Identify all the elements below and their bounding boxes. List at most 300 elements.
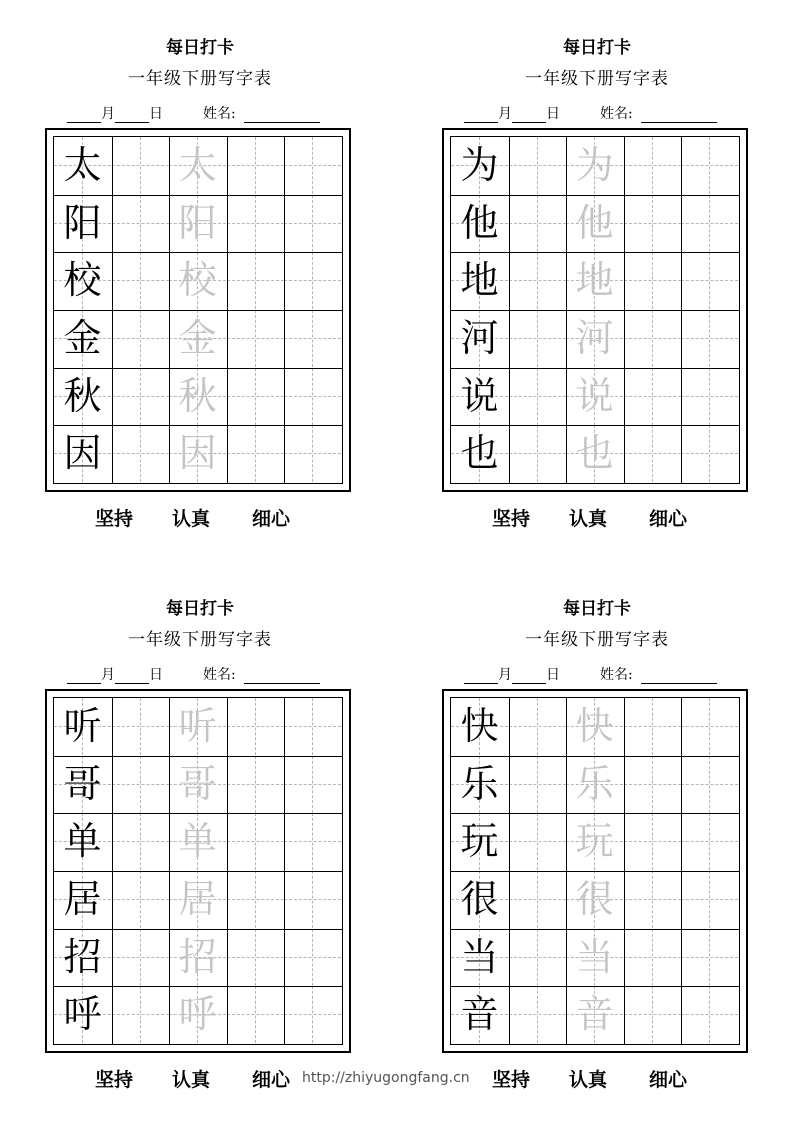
- grid-row: [451, 137, 739, 194]
- model-char-cell: [54, 368, 111, 425]
- writing-cell[interactable]: [509, 425, 566, 482]
- guide-line-horizontal: [112, 784, 169, 785]
- guide-line-horizontal: [681, 396, 738, 397]
- model-char-cell: [54, 813, 111, 870]
- day-blank[interactable]: [115, 669, 149, 684]
- grid-row: [54, 986, 342, 1043]
- model-char: 哥: [63, 761, 102, 806]
- writing-cell[interactable]: [112, 425, 169, 482]
- grid-row: [451, 871, 739, 928]
- trace-char-cell[interactable]: [566, 813, 623, 870]
- name-blank[interactable]: [244, 669, 320, 684]
- guide-line-horizontal: [624, 841, 681, 842]
- writing-cell[interactable]: [624, 368, 681, 425]
- card-subtitle: 一年级下册写字表: [525, 69, 669, 89]
- writing-cell[interactable]: [284, 425, 341, 482]
- guide-line-horizontal: [509, 338, 566, 339]
- model-char: 单: [63, 819, 102, 864]
- month-blank[interactable]: [67, 108, 101, 123]
- trace-char-cell[interactable]: [566, 368, 623, 425]
- model-char: 阳: [63, 200, 102, 245]
- guide-line-horizontal: [624, 1014, 681, 1015]
- writing-cell[interactable]: [681, 929, 738, 986]
- trace-char: 金: [178, 316, 217, 360]
- writing-cell[interactable]: [681, 310, 738, 367]
- writing-cell[interactable]: [509, 195, 566, 252]
- model-char-cell: [54, 310, 111, 367]
- trace-char-cell[interactable]: [169, 425, 226, 482]
- writing-cell[interactable]: [509, 756, 566, 813]
- guide-line-horizontal: [284, 338, 341, 339]
- guide-line-horizontal: [681, 338, 738, 339]
- guide-line-horizontal: [624, 726, 681, 727]
- model-char-cell: [54, 195, 111, 252]
- writing-cell[interactable]: [112, 310, 169, 367]
- day-blank[interactable]: [512, 108, 546, 123]
- writing-cell[interactable]: [284, 137, 341, 194]
- grid-row: [451, 368, 739, 425]
- writing-cell[interactable]: [509, 929, 566, 986]
- grid-line-horizontal: [54, 368, 342, 369]
- trace-char-cell[interactable]: [566, 310, 623, 367]
- model-char-cell: [451, 425, 508, 482]
- trace-char-cell[interactable]: [566, 929, 623, 986]
- writing-cell[interactable]: [227, 368, 284, 425]
- month-label: 月: [498, 667, 512, 683]
- guide-line-horizontal: [112, 338, 169, 339]
- date-name-line: [67, 664, 320, 684]
- model-char: 很: [460, 877, 499, 921]
- guide-line-horizontal: [509, 726, 566, 727]
- model-char-cell: [54, 756, 111, 813]
- guide-line-horizontal: [284, 899, 341, 900]
- guide-line-horizontal: [284, 280, 341, 281]
- writing-cell[interactable]: [112, 368, 169, 425]
- day-label: 日: [149, 667, 163, 683]
- writing-cell[interactable]: [227, 986, 284, 1043]
- grid-row: [54, 195, 342, 252]
- grid-row: [451, 252, 739, 309]
- guide-line-horizontal: [112, 899, 169, 900]
- trace-char-cell[interactable]: [169, 813, 226, 870]
- guide-line-horizontal: [509, 396, 566, 397]
- guide-line-horizontal: [227, 784, 284, 785]
- name-label: 姓名:: [600, 667, 633, 683]
- writing-cell[interactable]: [112, 813, 169, 870]
- date-name-line: [464, 103, 717, 123]
- card-subtitle: 一年级下册写字表: [525, 630, 669, 650]
- trace-char: 阳: [178, 200, 217, 245]
- writing-cell[interactable]: [681, 756, 738, 813]
- model-char: 居: [63, 877, 102, 921]
- writing-cell[interactable]: [624, 813, 681, 870]
- writing-cell[interactable]: [227, 252, 284, 309]
- guide-line-horizontal: [624, 280, 681, 281]
- grid-line-horizontal: [54, 871, 342, 872]
- writing-cell[interactable]: [284, 871, 341, 928]
- trace-char-cell[interactable]: [169, 310, 226, 367]
- guide-line-horizontal: [284, 223, 341, 224]
- writing-cell[interactable]: [509, 871, 566, 928]
- writing-cell[interactable]: [509, 368, 566, 425]
- month-label: 月: [101, 667, 115, 683]
- writing-cell[interactable]: [227, 425, 284, 482]
- writing-cell[interactable]: [227, 195, 284, 252]
- grid-line-horizontal: [451, 310, 739, 311]
- writing-cell[interactable]: [624, 425, 681, 482]
- motto-word: 细心: [649, 1069, 688, 1091]
- guide-line-horizontal: [509, 165, 566, 166]
- writing-cell[interactable]: [112, 871, 169, 928]
- writing-cell[interactable]: [624, 929, 681, 986]
- writing-cell[interactable]: [227, 929, 284, 986]
- practice-grid: [53, 697, 343, 1045]
- model-char: 也: [460, 431, 499, 476]
- grid-row: [451, 813, 739, 870]
- trace-char: 地: [575, 258, 614, 303]
- grid-row: [451, 698, 739, 755]
- writing-cell[interactable]: [112, 137, 169, 194]
- trace-char: 很: [575, 877, 614, 921]
- trace-char-cell[interactable]: [169, 252, 226, 309]
- month-blank[interactable]: [464, 108, 498, 123]
- model-char-cell: [451, 929, 508, 986]
- name-label: 姓名:: [203, 667, 236, 683]
- model-char: 呼: [63, 992, 102, 1037]
- grid-line-horizontal: [451, 756, 739, 757]
- writing-cell[interactable]: [681, 813, 738, 870]
- guide-line-horizontal: [112, 841, 169, 842]
- motto-word: 细心: [252, 508, 291, 530]
- practice-grid-frame: [45, 128, 351, 492]
- practice-grid-frame: [45, 689, 351, 1053]
- writing-cell[interactable]: [227, 698, 284, 755]
- writing-cell[interactable]: [284, 698, 341, 755]
- card-title: 每日打卡: [166, 599, 234, 619]
- guide-line-horizontal: [284, 396, 341, 397]
- writing-cell[interactable]: [509, 698, 566, 755]
- guide-line-horizontal: [509, 223, 566, 224]
- grid-row: [54, 137, 342, 194]
- trace-char: 单: [178, 819, 217, 864]
- trace-char: 哥: [178, 761, 217, 806]
- motto-word: 坚持: [95, 1069, 134, 1091]
- model-char: 他: [460, 200, 499, 245]
- writing-cell[interactable]: [681, 195, 738, 252]
- name-blank[interactable]: [244, 108, 320, 123]
- writing-cell[interactable]: [227, 813, 284, 870]
- model-char-cell: [54, 252, 111, 309]
- model-char: 听: [63, 704, 102, 748]
- writing-cell[interactable]: [509, 310, 566, 367]
- writing-cell[interactable]: [284, 929, 341, 986]
- grid-line-horizontal: [451, 368, 739, 369]
- writing-cell[interactable]: [284, 310, 341, 367]
- grid-row: [54, 368, 342, 425]
- writing-cell[interactable]: [227, 756, 284, 813]
- guide-line-horizontal: [227, 899, 284, 900]
- trace-char: 他: [575, 200, 614, 245]
- day-label: 日: [546, 106, 560, 122]
- grid-row: [54, 813, 342, 870]
- model-char: 音: [460, 992, 499, 1037]
- guide-line-horizontal: [112, 165, 169, 166]
- grid-line-horizontal: [54, 425, 342, 426]
- trace-char-cell[interactable]: [566, 252, 623, 309]
- writing-cell[interactable]: [681, 871, 738, 928]
- motto-word: 认真: [172, 508, 211, 530]
- model-char-cell: [54, 425, 111, 482]
- writing-cell[interactable]: [681, 137, 738, 194]
- grid-row: [54, 252, 342, 309]
- guide-line-horizontal: [227, 280, 284, 281]
- writing-cell[interactable]: [624, 137, 681, 194]
- guide-line-horizontal: [284, 165, 341, 166]
- trace-char-cell[interactable]: [169, 929, 226, 986]
- model-char: 金: [63, 316, 102, 360]
- writing-cell[interactable]: [509, 986, 566, 1043]
- model-char-cell: [451, 756, 508, 813]
- guide-line-horizontal: [624, 957, 681, 958]
- grid-row: [451, 195, 739, 252]
- month-blank[interactable]: [67, 669, 101, 684]
- guide-line-horizontal: [227, 338, 284, 339]
- trace-char: 河: [575, 316, 614, 360]
- guide-line-horizontal: [681, 899, 738, 900]
- trace-char-cell[interactable]: [169, 195, 226, 252]
- writing-cell[interactable]: [681, 986, 738, 1043]
- writing-cell[interactable]: [681, 698, 738, 755]
- grid-line-horizontal: [54, 310, 342, 311]
- guide-line-horizontal: [112, 223, 169, 224]
- trace-char: 校: [178, 258, 217, 303]
- guide-line-horizontal: [624, 396, 681, 397]
- model-char: 招: [63, 934, 102, 979]
- writing-cell[interactable]: [112, 756, 169, 813]
- trace-char: 听: [178, 704, 217, 748]
- grid-row: [451, 986, 739, 1043]
- grid-row: [54, 698, 342, 755]
- name-label: 姓名:: [203, 106, 236, 122]
- model-char-cell: [54, 871, 111, 928]
- model-char-cell: [451, 871, 508, 928]
- grid-line-horizontal: [451, 195, 739, 196]
- trace-char-cell[interactable]: [566, 756, 623, 813]
- writing-cell[interactable]: [624, 756, 681, 813]
- motto-word: 认真: [569, 1069, 608, 1091]
- guide-line-horizontal: [284, 784, 341, 785]
- grid-line-horizontal: [54, 813, 342, 814]
- grid-line-horizontal: [451, 813, 739, 814]
- model-char: 为: [460, 143, 499, 187]
- writing-cell[interactable]: [112, 195, 169, 252]
- model-char-cell: [54, 929, 111, 986]
- guide-line-horizontal: [681, 223, 738, 224]
- guide-line-horizontal: [624, 453, 681, 454]
- trace-char-cell[interactable]: [566, 425, 623, 482]
- trace-char: 音: [575, 992, 614, 1037]
- grid-line-horizontal: [451, 252, 739, 253]
- motto-word: 认真: [172, 1069, 211, 1091]
- grid-line-horizontal: [54, 756, 342, 757]
- motto-word: 坚持: [492, 1069, 531, 1091]
- trace-char-cell[interactable]: [169, 368, 226, 425]
- guide-line-horizontal: [509, 453, 566, 454]
- writing-cell[interactable]: [284, 195, 341, 252]
- guide-line-horizontal: [509, 784, 566, 785]
- trace-char-cell[interactable]: [566, 195, 623, 252]
- guide-line-horizontal: [112, 957, 169, 958]
- guide-line-horizontal: [681, 1014, 738, 1015]
- guide-line-horizontal: [284, 1014, 341, 1015]
- writing-cell[interactable]: [681, 425, 738, 482]
- grid-line-horizontal: [54, 195, 342, 196]
- grid-row: [451, 425, 739, 482]
- grid-row: [451, 310, 739, 367]
- trace-char: 为: [575, 143, 614, 187]
- writing-cell[interactable]: [227, 310, 284, 367]
- trace-char-cell[interactable]: [566, 986, 623, 1043]
- writing-cell[interactable]: [284, 756, 341, 813]
- motto-word: 坚持: [95, 508, 134, 530]
- writing-cell[interactable]: [509, 813, 566, 870]
- writing-cell[interactable]: [227, 871, 284, 928]
- writing-cell[interactable]: [681, 252, 738, 309]
- name-label: 姓名:: [600, 106, 633, 122]
- writing-cell[interactable]: [112, 698, 169, 755]
- grid-row: [54, 310, 342, 367]
- trace-char: 居: [178, 877, 217, 921]
- guide-line-horizontal: [284, 841, 341, 842]
- writing-cell[interactable]: [284, 986, 341, 1043]
- model-char-cell: [451, 698, 508, 755]
- grid-line-horizontal: [54, 252, 342, 253]
- guide-line-horizontal: [681, 841, 738, 842]
- date-name-line: [464, 664, 717, 684]
- trace-char-cell[interactable]: [169, 137, 226, 194]
- guide-line-horizontal: [284, 726, 341, 727]
- model-char-cell: [451, 813, 508, 870]
- grid-row: [54, 929, 342, 986]
- model-char: 当: [460, 934, 499, 979]
- model-char-cell: [451, 986, 508, 1043]
- trace-char-cell[interactable]: [169, 986, 226, 1043]
- name-blank[interactable]: [641, 669, 717, 684]
- trace-char-cell[interactable]: [566, 137, 623, 194]
- grid-row: [451, 756, 739, 813]
- trace-char-cell[interactable]: [169, 698, 226, 755]
- month-label: 月: [498, 106, 512, 122]
- day-label: 日: [149, 106, 163, 122]
- card-title: 每日打卡: [563, 599, 631, 619]
- model-char: 太: [63, 143, 102, 187]
- trace-char: 呼: [178, 992, 217, 1037]
- guide-line-horizontal: [284, 957, 341, 958]
- model-char: 快: [460, 704, 499, 748]
- writing-cell[interactable]: [624, 310, 681, 367]
- writing-cell[interactable]: [624, 698, 681, 755]
- guide-line-horizontal: [509, 841, 566, 842]
- practice-grid-frame: [442, 128, 748, 492]
- motto-word: 认真: [569, 508, 608, 530]
- card-subtitle: 一年级下册写字表: [128, 69, 272, 89]
- month-label: 月: [101, 106, 115, 122]
- motto-word: 细心: [252, 1069, 291, 1091]
- guide-line-horizontal: [624, 223, 681, 224]
- writing-cell[interactable]: [284, 813, 341, 870]
- writing-cell[interactable]: [227, 137, 284, 194]
- writing-cell[interactable]: [509, 252, 566, 309]
- guide-line-horizontal: [227, 1014, 284, 1015]
- model-char-cell: [451, 195, 508, 252]
- month-blank[interactable]: [464, 669, 498, 684]
- guide-line-horizontal: [681, 453, 738, 454]
- model-char: 因: [63, 431, 102, 476]
- day-blank[interactable]: [115, 108, 149, 123]
- guide-line-horizontal: [112, 1014, 169, 1015]
- motto-word: 坚持: [492, 508, 531, 530]
- grid-row: [54, 756, 342, 813]
- grid-line-horizontal: [451, 425, 739, 426]
- trace-char-cell[interactable]: [566, 871, 623, 928]
- card-title: 每日打卡: [563, 38, 631, 58]
- trace-char-cell[interactable]: [169, 756, 226, 813]
- writing-cell[interactable]: [284, 252, 341, 309]
- writing-cell[interactable]: [284, 368, 341, 425]
- trace-char-cell[interactable]: [566, 698, 623, 755]
- writing-cell[interactable]: [112, 986, 169, 1043]
- model-char-cell: [451, 368, 508, 425]
- guide-line-horizontal: [624, 784, 681, 785]
- model-char: 地: [460, 258, 499, 303]
- guide-line-horizontal: [112, 453, 169, 454]
- name-blank[interactable]: [641, 108, 717, 123]
- model-char: 河: [460, 316, 499, 360]
- practice-grid: [450, 136, 740, 484]
- guide-line-horizontal: [681, 280, 738, 281]
- writing-cell[interactable]: [112, 929, 169, 986]
- grid-row: [54, 425, 342, 482]
- writing-cell[interactable]: [624, 986, 681, 1043]
- trace-char: 当: [575, 934, 614, 979]
- day-blank[interactable]: [512, 669, 546, 684]
- trace-char: 太: [178, 143, 217, 187]
- writing-cell[interactable]: [681, 368, 738, 425]
- guide-line-horizontal: [509, 899, 566, 900]
- guide-line-horizontal: [227, 223, 284, 224]
- grid-line-horizontal: [451, 871, 739, 872]
- model-char-cell: [54, 986, 111, 1043]
- writing-cell[interactable]: [624, 195, 681, 252]
- guide-line-horizontal: [227, 957, 284, 958]
- guide-line-horizontal: [624, 899, 681, 900]
- writing-cell[interactable]: [624, 252, 681, 309]
- writing-cell[interactable]: [112, 252, 169, 309]
- guide-line-horizontal: [624, 338, 681, 339]
- guide-line-horizontal: [509, 280, 566, 281]
- trace-char-cell[interactable]: [169, 871, 226, 928]
- grid-line-horizontal: [54, 986, 342, 987]
- guide-line-horizontal: [227, 841, 284, 842]
- practice-grid: [450, 697, 740, 1045]
- writing-cell[interactable]: [624, 871, 681, 928]
- practice-grid-frame: [442, 689, 748, 1053]
- trace-char: 说: [575, 373, 614, 418]
- guide-line-horizontal: [112, 726, 169, 727]
- writing-cell[interactable]: [509, 137, 566, 194]
- guide-line-horizontal: [681, 784, 738, 785]
- trace-char: 也: [575, 431, 614, 476]
